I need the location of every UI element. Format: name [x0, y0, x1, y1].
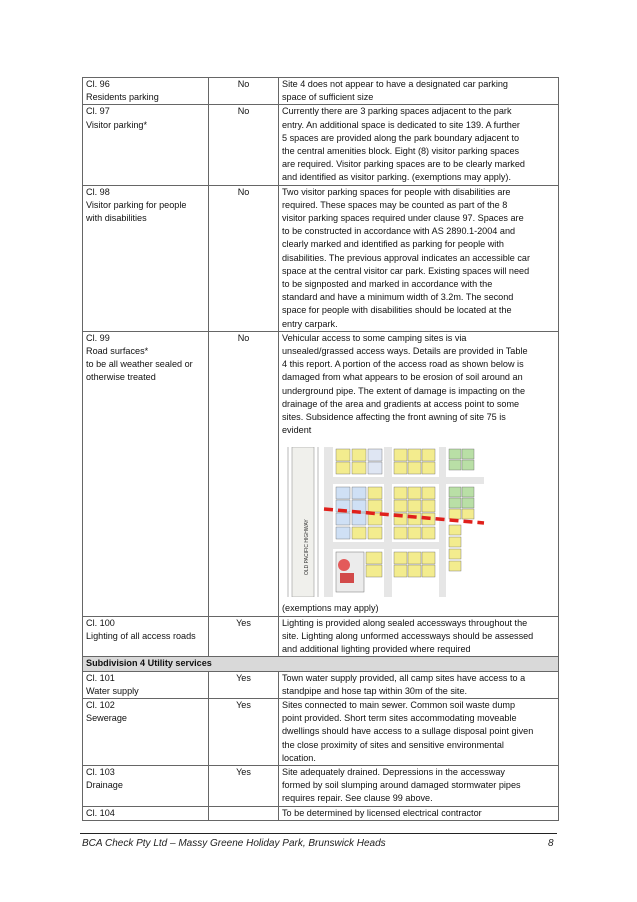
- compliance-cell: Yes: [209, 616, 279, 657]
- comment-line: space for people with disabilities should be located at the: [282, 305, 512, 316]
- clause-cell: [83, 78, 209, 105]
- clause-number: Cl. 97: [86, 106, 110, 117]
- table-row: [83, 185, 559, 331]
- clause-cell: [83, 698, 209, 765]
- comment-line: entry carpark.: [282, 318, 338, 329]
- compliance-cell: Yes: [209, 671, 279, 698]
- comment-line: clearly marked and identified as parking for people with: [282, 239, 504, 250]
- clause-number: Cl. 101: [86, 672, 115, 683]
- clause-title: Water supply: [86, 685, 139, 696]
- section-heading: Subdivision 4 Utility services: [83, 657, 559, 671]
- comment-line: point provided. Short term sites accommodating moveable: [282, 713, 517, 724]
- section-heading-row: [83, 657, 559, 671]
- comment-line: and additional lighting provided where required: [282, 644, 471, 655]
- clause-number: Cl. 104: [86, 807, 115, 818]
- comment-cell: [279, 616, 559, 657]
- comment-cell: [279, 78, 559, 105]
- footer-divider: [80, 833, 557, 834]
- clause-number: Cl. 103: [86, 766, 115, 777]
- comment-line: the close proximity of sites and sensitive environmental: [282, 739, 504, 750]
- highway-label: OLD PACIFIC HIGHWAY: [304, 519, 310, 576]
- comment-line: required. These spaces may be counted as part of the 8: [282, 199, 508, 210]
- comment-line: Site adequately drained. Depressions in the accessway: [282, 766, 505, 777]
- table-row: [83, 806, 559, 820]
- comment-line: space at the central visitor car park. Existing spaces will need: [282, 265, 530, 276]
- compliance-cell: No: [209, 78, 279, 105]
- comment-line: sites. Subsidence affecting the front awning of site 75 is: [282, 412, 506, 423]
- clause-cell: [83, 806, 209, 820]
- comment-line: location.: [282, 752, 316, 763]
- comment-line: Lighting is provided along sealed accessways throughout the: [282, 617, 528, 628]
- comment-cell: [279, 698, 559, 765]
- clause-cell: [83, 671, 209, 698]
- clause-title: with disabilities: [86, 213, 147, 224]
- clause-title: Visitor parking*: [86, 119, 147, 130]
- comment-cell: [279, 806, 559, 820]
- clause-title: Road surfaces*: [86, 346, 149, 357]
- comment-line: to be constructed in accordance with AS 2890.1-2004 and: [282, 226, 516, 237]
- site-plan-map: [284, 447, 494, 597]
- clause-cell: [83, 185, 209, 331]
- comment-line: Town water supply provided, all camp sites have access to a: [282, 672, 526, 683]
- comment-line: 4 this report. A portion of the access road as shown below is: [282, 359, 524, 370]
- table-row: [83, 331, 559, 616]
- clause-number: Cl. 100: [86, 617, 115, 628]
- clause-title: Drainage: [86, 780, 123, 791]
- compliance-cell: No: [209, 105, 279, 185]
- clause-cell: [83, 616, 209, 657]
- comment-cell: [279, 671, 559, 698]
- comment-line: dwellings should have access to a sullage disposal point given: [282, 726, 534, 737]
- page-number: 8: [548, 838, 554, 849]
- comment-line: space of sufficient size: [282, 92, 374, 103]
- comment-line: To be determined by licensed electrical contractor: [282, 807, 482, 818]
- comment-line: and identified as visitor parking. (exemptions may apply).: [282, 172, 511, 183]
- clause-cell: [83, 765, 209, 806]
- compliance-cell: No: [209, 185, 279, 331]
- comment-line: the central amenities block. Eight (8) visitor parking spaces: [282, 146, 520, 157]
- comment-line: site. Lighting along unformed accessways should be assessed: [282, 630, 534, 641]
- table-row: [83, 671, 559, 698]
- clause-cell: [83, 105, 209, 185]
- compliance-cell: No: [209, 331, 279, 616]
- comment-line: Site 4 does not appear to have a designated car parking: [282, 79, 508, 89]
- comment-cell: [279, 185, 559, 331]
- clause-title: Visitor parking for people: [86, 199, 187, 210]
- clause-title: to be all weather sealed or: [86, 359, 193, 370]
- comment-line: standard and have a minimum width of 3.2m. The second: [282, 292, 514, 303]
- comment-cell: [279, 765, 559, 806]
- comment-line: Sites connected to main sewer. Common soil waste dump: [282, 699, 516, 710]
- comment-line: underground pipe. The extent of damage is impacting on the: [282, 385, 526, 396]
- comment-line: damaged from what appears to be erosion of soil around an: [282, 372, 523, 383]
- clause-title: Residents parking: [86, 92, 159, 103]
- clause-number: Cl. 102: [86, 699, 115, 710]
- comment-line: drainage of the area and gradients at access point to some: [282, 398, 520, 409]
- comment-line: visitor parking spaces required under clause 97. Spaces are: [282, 213, 524, 224]
- table-row: [83, 78, 559, 105]
- table-row: [83, 698, 559, 765]
- comment-line: formed by soil slumping around damaged stormwater pipes: [282, 780, 521, 791]
- comment-line: to be signposted and marked in accordance with the: [282, 279, 493, 290]
- comment-cell: [279, 105, 559, 185]
- table-row: [83, 616, 559, 657]
- comment-line: requires repair. See clause 99 above.: [282, 793, 433, 804]
- comment-line: are required. Visitor parking spaces are to be clearly marked: [282, 159, 525, 170]
- compliance-table: [82, 77, 559, 821]
- comment-line: Vehicular access to some camping sites is via: [282, 332, 467, 343]
- compliance-cell: [209, 806, 279, 820]
- table-row: [83, 765, 559, 806]
- comment-line: entry. An additional space is dedicated to site 139. A further: [282, 119, 520, 130]
- compliance-cell: Yes: [209, 698, 279, 765]
- clause-number: Cl. 99: [86, 332, 110, 343]
- comment-line: Two visitor parking spaces for people with disabilities are: [282, 186, 511, 197]
- clause-number: Cl. 98: [86, 186, 110, 197]
- clause-title: Sewerage: [86, 713, 127, 724]
- comment-line: standpipe and hose tap within 30m of the site.: [282, 685, 468, 696]
- table-row: [83, 105, 559, 185]
- clause-title: otherwise treated: [86, 372, 156, 383]
- comment-line: (exemptions may apply): [282, 603, 379, 614]
- comment-line: Currently there are 3 parking spaces adjacent to the park: [282, 106, 512, 117]
- compliance-cell: Yes: [209, 765, 279, 806]
- clause-title: Lighting of all access roads: [86, 630, 196, 641]
- footer-text: BCA Check Pty Ltd – Massy Greene Holiday Park, Brunswick Heads: [82, 838, 386, 849]
- comment-line: unsealed/grassed access ways. Details are provided in Table: [282, 346, 528, 357]
- comment-cell: [279, 331, 559, 616]
- comment-line: evident: [282, 425, 312, 436]
- clause-number: Cl. 96: [86, 79, 110, 89]
- clause-cell: [83, 331, 209, 616]
- comment-line: disabilities. The previous approval indicates an accessible car: [282, 252, 531, 263]
- comment-line: 5 spaces are provided along the park boundary adjacent to: [282, 132, 520, 143]
